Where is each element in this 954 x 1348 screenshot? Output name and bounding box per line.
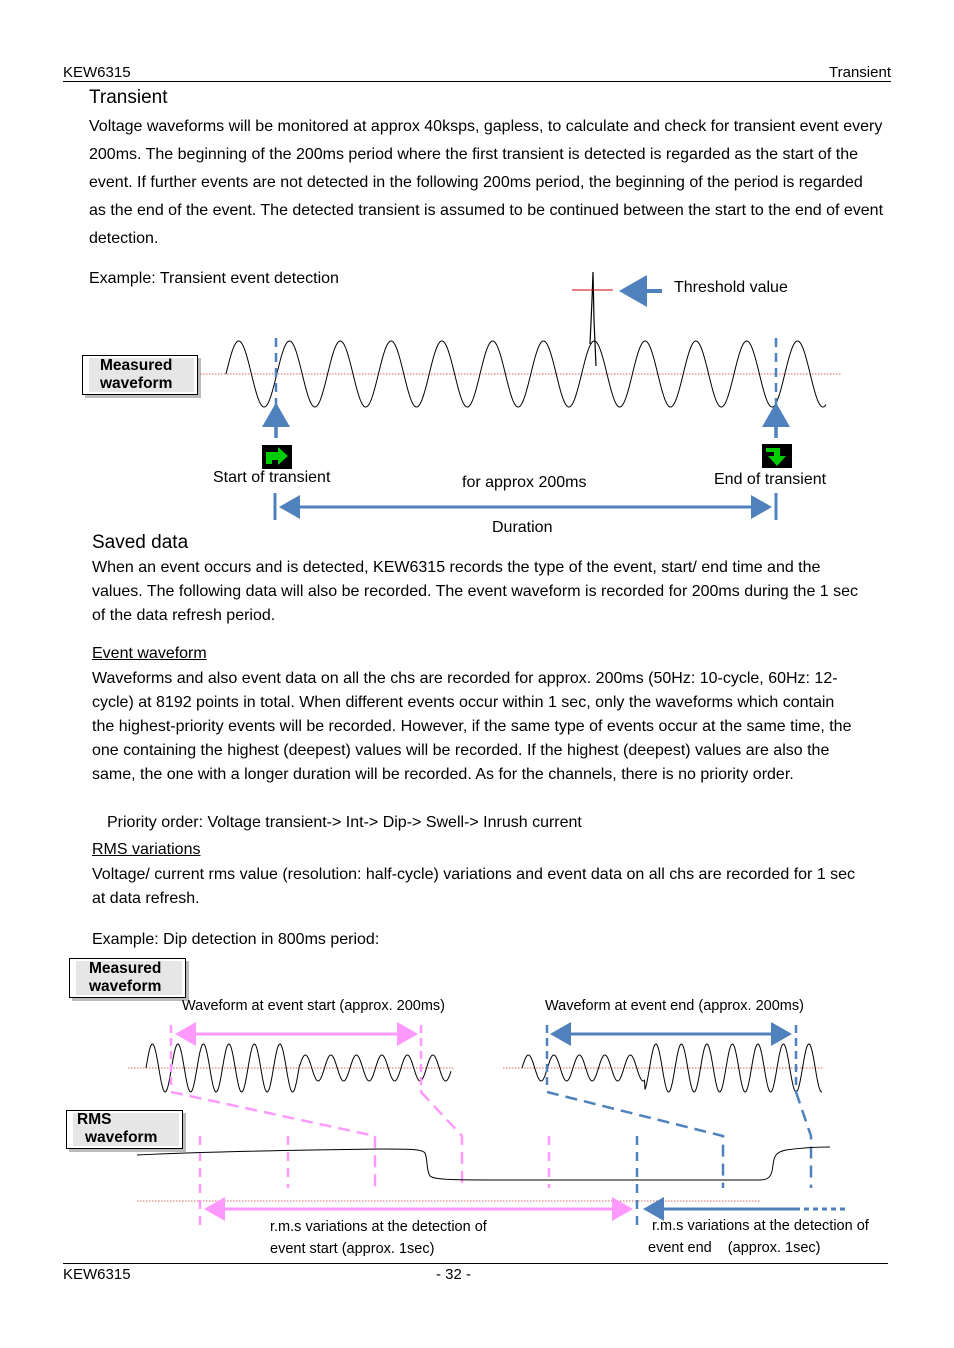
example-dip-label: Example: Dip detection in 800ms period:	[92, 931, 380, 948]
event-waveform-heading: Event waveform	[92, 645, 207, 662]
measured-waveform-tag-line2: waveform	[100, 375, 173, 392]
header-section: Transient	[829, 64, 891, 81]
period-label: for approx 200ms	[462, 474, 587, 491]
measured-waveform-tag-2-line2: waveform	[89, 978, 162, 995]
rms-variations-heading: RMS variations	[92, 841, 201, 858]
end-record-icon	[762, 444, 792, 468]
start-rms-label-1: r.m.s variations at the detection of	[270, 1219, 487, 1235]
transient-spike	[590, 272, 596, 366]
end-transient-label: End of transient	[714, 471, 827, 488]
header-model: KEW6315	[63, 64, 131, 81]
end-waveform-label: Waveform at event end (approx. 200ms)	[545, 998, 804, 1014]
rms-curve	[137, 1147, 830, 1180]
measured-waveform-tag-2-line1: Measured	[89, 960, 162, 977]
start-projection-right	[421, 1092, 462, 1188]
measured-waveform-tag-line1: Measured	[100, 357, 173, 374]
transient-body: Voltage waveforms will be monitored at approx 40ksps, gapless, to calculate and check for transient event every 200ms. The beginning of the 200ms period where the first transient is detected is regarded as the start of the event. If further events are not detected in the following 200ms period, the beginning of the period is regarded as the end of the event. The detected transient is assumed to be continued between the start to the end of event detection.	[89, 118, 884, 247]
duration-label: Duration	[492, 519, 553, 536]
measured-waveform-tag-2	[69, 958, 186, 998]
rms-waveform-tag	[66, 1110, 183, 1149]
priority-order: Priority order: Voltage transient-> Int-> Dip-> Swell-> Inrush current	[107, 814, 582, 831]
example-transient-label: Example: Transient event detection	[89, 270, 339, 287]
start-record-icon	[262, 445, 292, 469]
start-rms-label-2: event start (approx. 1sec)	[270, 1241, 435, 1257]
start-projection	[171, 1092, 375, 1188]
footer-rule	[63, 1263, 888, 1264]
saved-data-body: When an event occurs and is detected, KEW6315 records the type of the event, start/ end time and the values. The following data will also be recorded. The event waveform is recorded for 200ms during the 1 sec of the data refresh period.	[92, 559, 859, 624]
end-rms-label-1: r.m.s variations at the detection of	[652, 1218, 869, 1234]
start-transient-label: Start of transient	[213, 469, 331, 486]
page-number: - 32 -	[436, 1266, 472, 1283]
transient-heading: Transient	[89, 87, 168, 108]
measured-sine-wave	[226, 341, 826, 407]
threshold-label: Threshold value	[674, 279, 788, 296]
end-projection-right	[796, 1092, 811, 1188]
end-rms-label-2: event end (approx. 1sec)	[648, 1240, 821, 1256]
saved-data-heading: Saved data	[92, 532, 189, 553]
event-waveform-body: Waveforms and also event data on all the chs are recorded for approx. 200ms (50Hz: 10-cycle, 60Hz: 12-cycle) at 8192 points in total. When different events occur within 1 sec, only the waveforms which contain the highest-priority events will be recorded. However, if the same type of events occur at the same time, the one containing the highest (deepest) values will be recorded. If the highest (deepest) values are also the same, the one with a longer duration will be recorded. As for the channels, there is no priority order.	[92, 670, 852, 783]
rms-waveform-tag-line2: waveform	[85, 1129, 158, 1146]
end-projection	[547, 1092, 723, 1188]
footer-model: KEW6315	[63, 1266, 131, 1283]
start-waveform-label: Waveform at event start (approx. 200ms)	[182, 998, 445, 1014]
rms-variations-body: Voltage/ current rms value (resolution: half-cycle) variations and event data on all chs are recorded for 1 sec at data refresh.	[92, 866, 856, 907]
rms-waveform-tag-line1: RMS	[77, 1111, 112, 1128]
